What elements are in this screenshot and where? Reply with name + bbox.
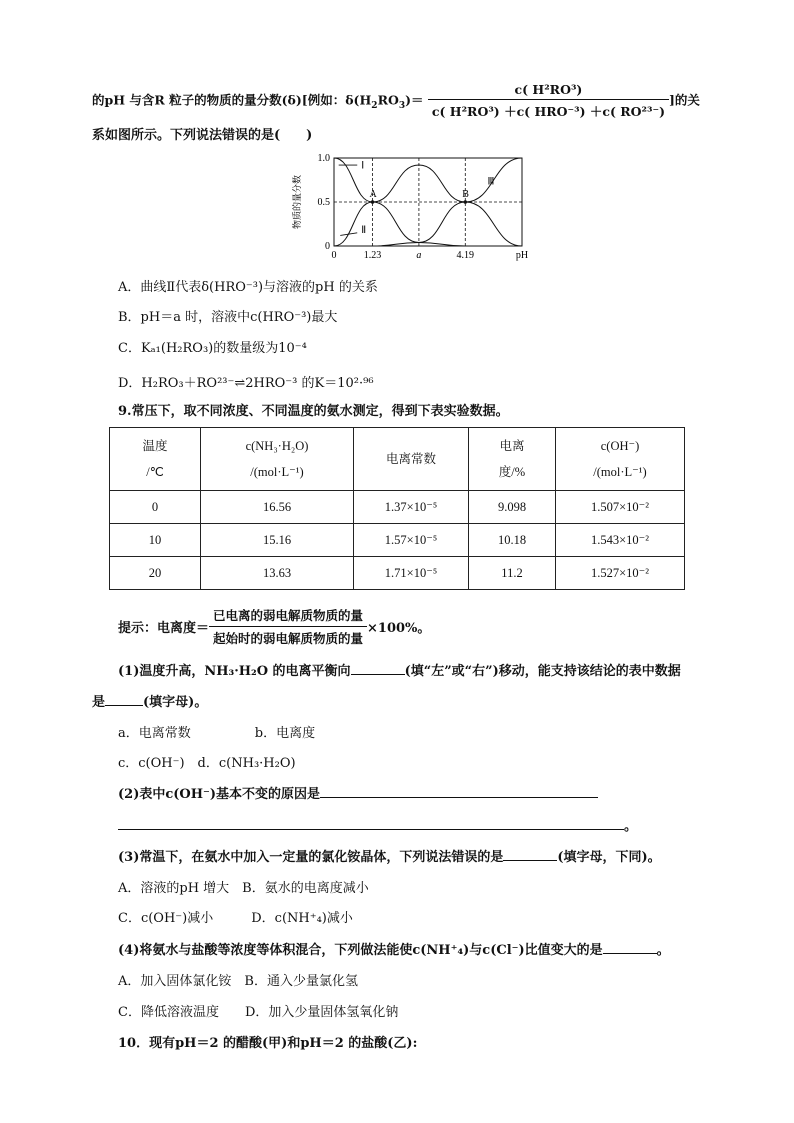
part1-option-a: a．电离常数 <box>118 726 191 741</box>
cell-k: 1.57×10⁻⁵ <box>354 524 469 557</box>
q8-intro-text-1: 的pH 与含R 粒子的物质的量分数(δ)[例如：δ(H <box>92 92 372 108</box>
cell-k: 1.37×10⁻⁵ <box>354 491 469 524</box>
header-temp <box>110 428 201 491</box>
series-label-2: Ⅱ <box>361 224 367 236</box>
part4-blank[interactable] <box>603 941 657 954</box>
ammonia-data-table <box>109 427 685 590</box>
header-ka-label: 电离常数 <box>385 452 436 466</box>
header-temp-label: 温度 <box>142 439 168 453</box>
part1-text-d: (填字母)。 <box>143 695 208 710</box>
delta-fraction-denominator: c( H²RO³) ＋c( HRO⁻³) ＋c( RO²³⁻) <box>428 99 669 120</box>
x-tick-label: a <box>416 250 422 261</box>
q8-intro-sub: 2 <box>371 101 378 111</box>
cell-oh: 1.507×10⁻² <box>556 491 685 524</box>
header-ka <box>354 428 469 491</box>
table-header-row <box>110 428 685 491</box>
part1-blank-2[interactable] <box>105 693 143 706</box>
q9-part3-options-cd <box>118 907 353 926</box>
x-tick-label: pH <box>515 250 529 261</box>
header-oh <box>556 428 685 491</box>
delta-fraction <box>428 82 669 120</box>
cell-oh: 1.543×10⁻² <box>556 524 685 557</box>
cell-conc: 13.63 <box>201 557 354 590</box>
cell-oh: 1.527×10⁻² <box>556 557 685 590</box>
part4-text: (4)将氨水与盐酸等浓度等体积混合，下列做法能使c(NH⁺₄)与c(Cl⁻)比值变大的是 <box>118 943 603 958</box>
header-degree-unit: 度/% <box>498 465 526 479</box>
header-temp-unit: /℃ <box>146 465 164 479</box>
part1-text-b: (填“左”或“右”)移动，能支持该结论的表中数据 <box>404 664 681 679</box>
part2-text: (2)表中c(OH⁻)基本不变的原因是 <box>118 787 321 802</box>
q8-intro-text-3: )＝ <box>405 92 424 108</box>
q8-option-b: B．pH＝a 时，溶液中c(HRO⁻³)最大 <box>118 310 338 325</box>
header-degree-label: 电离 <box>499 439 525 453</box>
part1-option-b: b．电离度 <box>254 726 316 741</box>
cell-degree: 9.098 <box>469 491 556 524</box>
delta-fraction-numerator: c( H²RO³) <box>514 82 583 97</box>
q9-part1-options-cd: c．c(OH⁻) d．c(NH₃·H₂O) <box>118 756 296 771</box>
q9-part4-options-ab: A．加入固体氯化铵 B．通入少量氯化氢 <box>118 974 358 989</box>
cell-temp: 0 <box>110 491 201 524</box>
cell-degree: 10.18 <box>469 524 556 557</box>
q8-intro-text-4: ]的关 <box>669 92 700 108</box>
q9-part2-line2 <box>118 815 637 834</box>
ionization-hint <box>118 606 430 647</box>
part1-blank-1[interactable] <box>351 662 405 675</box>
header-oh-label: c(OH⁻) <box>600 439 640 453</box>
cell-temp: 20 <box>110 557 201 590</box>
point-b-marker <box>463 200 467 204</box>
part3-blank[interactable] <box>503 848 557 861</box>
q9-part1-line2 <box>92 691 207 710</box>
q9-part3-options-ab: A．溶液的pH 增大 B．氨水的电离度减小 <box>118 881 369 896</box>
point-b-label: B <box>462 189 469 200</box>
part2-end: 。 <box>624 819 638 834</box>
header-oh-unit: /(mol·L⁻¹) <box>593 465 647 479</box>
y-tick-label: 0.5 <box>317 197 330 208</box>
q8-option-c: C．Kₐ₁(H₂RO₃)的数量级为10⁻⁴ <box>118 341 307 356</box>
hint-tail: ×100%。 <box>367 621 431 636</box>
point-a-label: A <box>369 189 377 200</box>
y-tick-label: 0 <box>325 241 330 252</box>
cell-conc: 15.16 <box>201 524 354 557</box>
q9-part1-line1 <box>118 660 681 679</box>
hint-label: 提示：电离度＝ <box>118 621 210 636</box>
x-tick-label: 1.23 <box>363 250 382 261</box>
part3-option-d: D．c(NH⁺₄)减小 <box>251 911 353 926</box>
part3-text: (3)常温下，在氨水中加入一定量的氯化铵晶体，下列说法错误的是 <box>118 850 504 865</box>
header-conc <box>201 428 354 491</box>
part2-blank-1[interactable] <box>320 785 598 798</box>
header-conc-unit: /(mol·L⁻¹) <box>250 465 304 479</box>
y-tick-label: 1.0 <box>317 153 330 164</box>
x-tick-label: 0 <box>331 250 337 261</box>
cell-k: 1.71×10⁻⁵ <box>354 557 469 590</box>
series-label-1: Ⅰ <box>361 160 365 172</box>
q9-stem: 9.常压下，取不同浓度、不同温度的氨水测定，得到下表实验数据。 <box>118 404 509 419</box>
q8-option-a: A．曲线Ⅱ代表δ(HRO⁻³)与溶液的pH 的关系 <box>118 280 378 295</box>
q9-part2-line1 <box>118 783 598 802</box>
cell-temp: 10 <box>110 524 201 557</box>
table-row <box>110 491 685 524</box>
part1-text-a: (1)温度升高，NH₃·H₂O 的电离平衡向 <box>118 664 351 679</box>
hint-numerator: 已电离的弱电解质物质的量 <box>213 608 364 623</box>
q8-intro-sub2: 3 <box>398 101 406 111</box>
hint-fraction <box>209 606 367 647</box>
part2-blank-2[interactable] <box>118 817 624 830</box>
q10-stem: 10．现有pH＝2 的醋酸(甲)和pH＝2 的盐酸(乙): <box>118 1036 418 1051</box>
x-tick-label: 4.19 <box>456 250 475 261</box>
fraction-ph-chart <box>290 150 540 262</box>
table-row <box>110 557 685 590</box>
q8-intro-line-2: 系如图所示。下列说法错误的是( ) <box>92 128 313 143</box>
header-degree <box>469 428 556 491</box>
q8-intro-text-2: RO <box>377 92 399 108</box>
part1-text-c: 是 <box>92 695 106 710</box>
q9-part4-options-cd: C．降低溶液温度 D．加入少量固体氢氧化钠 <box>118 1005 399 1020</box>
cell-conc: 16.56 <box>201 491 354 524</box>
part4-end: 。 <box>656 943 670 958</box>
q8-option-d: D．H₂RO₃＋RO²³⁻⇌2HRO⁻³ 的K＝10²·⁹⁶ <box>118 376 374 391</box>
q9-part1-options-ab <box>118 722 315 741</box>
part3-tail: (填字母，下同)。 <box>557 850 661 865</box>
series-label-3: Ⅲ <box>487 176 495 188</box>
q9-part4-line <box>118 939 670 958</box>
table-row <box>110 524 685 557</box>
header-conc-label: c(NH₃·H₂O) <box>245 439 309 453</box>
q8-intro-line <box>92 82 700 120</box>
hint-denominator: 起始时的弱电解质物质的量 <box>209 626 367 647</box>
point-a-marker <box>371 200 375 204</box>
y-axis-label: 物质的量分数 <box>292 174 302 230</box>
part3-option-c: C．c(OH⁻)减小 <box>118 911 214 926</box>
q9-part3-line <box>118 846 661 865</box>
cell-degree: 11.2 <box>469 557 556 590</box>
